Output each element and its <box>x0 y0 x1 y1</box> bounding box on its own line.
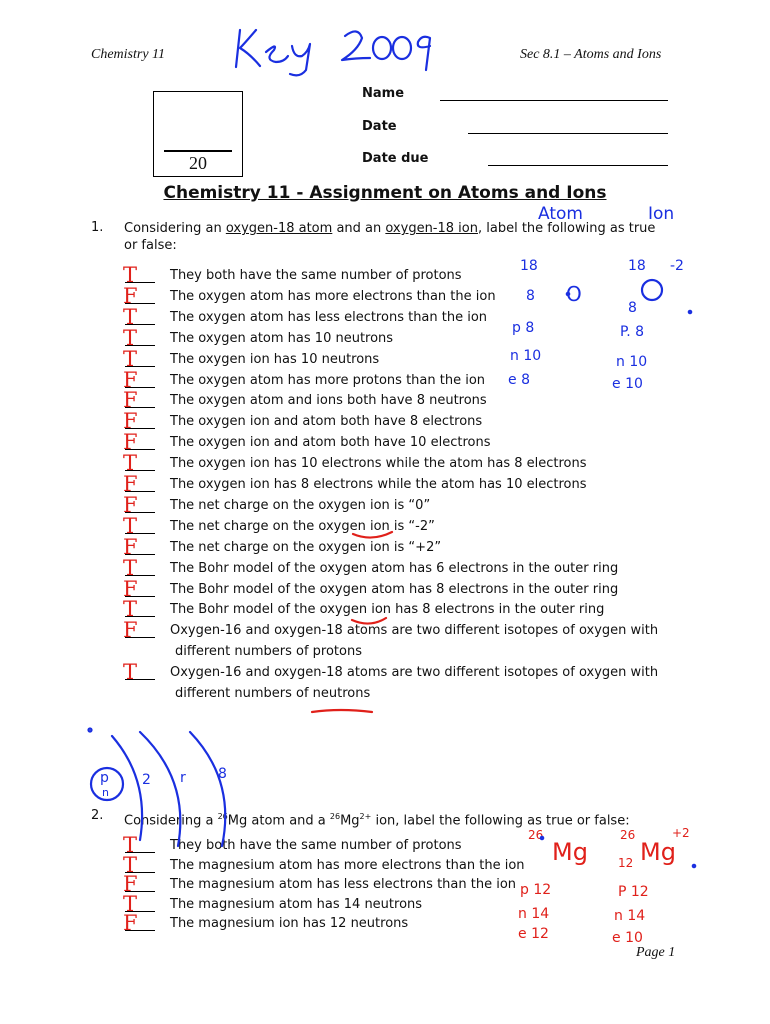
q1-handwritten-answer: T <box>123 513 138 538</box>
score-box <box>153 91 243 177</box>
note-atom-mass: 18 <box>520 258 538 274</box>
bohr-ring2-label: r <box>180 770 186 786</box>
note-ion-charge: -2 <box>670 258 684 274</box>
score-total: 20 <box>189 153 207 173</box>
note-mg-atom-symbol: Mg <box>552 838 588 866</box>
q1-handwritten-answer: F <box>123 388 138 413</box>
note-atom-head: Atom <box>538 204 583 224</box>
q2-prompt: Considering a $^{26}$Mg atom and a $^{26}Mg^{2+}$ ion, label the following as true or false: <box>124 812 630 829</box>
neutrons-underline <box>312 710 372 712</box>
note-mg-atom-protons: p 12 <box>520 882 552 898</box>
q1-item <box>123 513 705 539</box>
q1-handwritten-answer: T <box>123 660 138 685</box>
q2-item-text: They both have the same number of protons <box>170 838 462 853</box>
q2-item-text: The magnesium atom has 14 neutrons <box>170 896 423 912</box>
q1-number: 1. <box>91 220 104 235</box>
date-due-label: Date due <box>362 151 429 166</box>
q1-item-text: The Bohr model of the oxygen ion has 8 electrons in the outer ring <box>170 602 605 618</box>
name-label: Name <box>362 86 405 101</box>
note-mg-atomic-number: 12 <box>618 856 634 870</box>
q1-item-text: The oxygen ion has 10 electrons while the atom has 8 electrons <box>170 456 587 472</box>
note-mg-ion-protons: P 12 <box>618 884 649 900</box>
q1-item-text: The oxygen ion and atom both have 10 electrons <box>170 435 491 451</box>
note-atom-neutrons: n 10 <box>510 348 542 364</box>
q1-item <box>123 576 705 602</box>
handwritten-key-title <box>230 22 445 86</box>
q1-handwritten-answer: F <box>123 367 138 392</box>
q1-item-text: The oxygen atom has more protons than the ion <box>170 372 486 388</box>
date-field[interactable] <box>468 133 668 134</box>
note-ion-8: 8 <box>628 300 637 316</box>
note-mg-atom-mass: 26 <box>528 828 544 842</box>
note-mg-atom-neutrons: n 14 <box>518 906 550 922</box>
q1-item <box>123 597 705 622</box>
bohr-ring3-label: 8 <box>218 766 227 782</box>
course-header: Chemistry 11 <box>91 47 166 62</box>
q2-handwritten-answer: F <box>123 911 138 936</box>
q1-item <box>123 472 705 497</box>
q1-item <box>123 618 705 660</box>
q1-item-text: The net charge on the oxygen ion is “+2” <box>170 539 442 555</box>
q1-item <box>123 283 705 309</box>
q2-item-text: The magnesium ion has 12 neutrons <box>170 916 409 932</box>
q2-number: 2. <box>91 808 104 823</box>
q1-handwritten-answer: F <box>123 409 138 434</box>
handwritten-key-strokes <box>236 30 430 75</box>
q1-handwritten-answer: T <box>123 555 138 580</box>
q1-item <box>123 388 705 413</box>
q2-handwritten-answer: T <box>123 891 138 916</box>
note-ion-mass: 18 <box>628 258 646 274</box>
name-field[interactable] <box>440 100 668 101</box>
q2-item-text: The magnesium atom has less electrons than the ion <box>170 877 517 893</box>
q1-item <box>123 660 705 702</box>
section-header: Sec 8.1 – Atoms and Ions <box>520 47 662 62</box>
note-mg-ion-mass: 26 <box>620 828 636 842</box>
bohr-neutron-label: n <box>102 786 109 799</box>
note-atom-8: 8 <box>526 288 535 304</box>
q1-item <box>123 430 705 455</box>
q1-item-text: The Bohr model of the oxygen atom has 6 electrons in the outer ring <box>170 560 619 576</box>
q1-item <box>123 409 705 434</box>
date-label: Date <box>362 119 397 134</box>
note-mg-ion-charge: +2 <box>672 826 690 840</box>
q1-item-text-continued: different numbers of neutrons <box>175 686 371 702</box>
q1-item-text: The oxygen atom and ions both have 8 neutrons <box>170 393 487 409</box>
q2-handwritten-answer: F <box>123 872 138 897</box>
q1-handwritten-answer: T <box>123 346 138 371</box>
note-ion-neutrons: n 10 <box>616 354 648 370</box>
q1-handwritten-answer: F <box>123 576 138 601</box>
note-atom-symbol: O <box>566 282 582 306</box>
q1-item <box>123 492 705 518</box>
q1-item-text: Oxygen-16 and oxygen-18 atoms are two different isotopes of oxygen with <box>170 665 659 681</box>
q1-item <box>123 304 705 330</box>
q1-handwritten-answer: F <box>123 430 138 455</box>
q1-item-text-continued: different numbers of protons <box>175 644 362 660</box>
note-mg-ion-symbol: Mg <box>640 838 676 866</box>
q1-item-text: The net charge on the oxygen ion is “-2” <box>170 518 435 534</box>
q1-item-text: Oxygen-16 and oxygen-18 atoms are two different isotopes of oxygen with <box>170 623 659 639</box>
note-ion-protons: P. 8 <box>620 324 645 340</box>
note-mg-atom-electrons: e 12 <box>518 926 549 942</box>
note-mg-ion-neutrons: n 14 <box>614 908 646 924</box>
q2-handwritten-answer: T <box>123 833 138 857</box>
q1-item-text: The net charge on the oxygen ion is “0” <box>170 497 431 513</box>
q1-handwritten-answer: F <box>123 534 138 559</box>
q1-item-text: The oxygen ion and atom both have 8 electrons <box>170 414 483 430</box>
q1-item <box>123 534 705 560</box>
q1-item-text: The oxygen atom has more electrons than the ion <box>170 288 496 304</box>
q1-handwritten-answer: F <box>123 472 138 496</box>
q1-handwritten-answer: F <box>123 283 138 308</box>
q1-item-text: The oxygen atom has less electrons than the ion <box>170 309 488 325</box>
q1-handwritten-answer: T <box>123 451 138 476</box>
assignment-title: Chemistry 11 - Assignment on Atoms and Ions <box>163 183 607 203</box>
q1-handwritten-answer: F <box>123 618 138 643</box>
q1-item <box>123 555 705 581</box>
note-ion-electrons: e 10 <box>612 376 643 392</box>
q1-item <box>123 451 705 476</box>
q1-handwritten-answer: T <box>123 304 138 329</box>
note-atom-protons: p 8 <box>512 320 535 336</box>
bohr-ring1-label: 2 <box>142 772 151 788</box>
q1-item-text: The oxygen ion has 8 electrons while the atom has 10 electrons <box>170 477 587 492</box>
q1-item-text: The Bohr model of the oxygen atom has 8 electrons in the outer ring <box>170 581 619 597</box>
date-due-field[interactable] <box>488 165 668 166</box>
q1-item-text: The oxygen ion has 10 neutrons <box>170 351 380 367</box>
note-mg-ion-electrons: e 10 <box>612 930 643 946</box>
q1-handwritten-answer: T <box>123 597 138 622</box>
q1-item-text: The oxygen atom has 10 neutrons <box>170 330 394 346</box>
q2-item-text: The magnesium atom has more electrons than the ion <box>170 857 525 873</box>
q1-handwritten-answer: T <box>123 263 138 287</box>
q1-item-text: They both have the same number of protons <box>170 268 462 283</box>
bohr-proton-label: p <box>100 770 109 786</box>
score-line <box>164 150 232 152</box>
q1-prompt: Considering an oxygen-18 atom and an oxygen-18 ion, label the following as true or false: <box>124 221 656 253</box>
note-ion-head: Ion <box>648 204 675 224</box>
note-atom-electrons: e 8 <box>508 372 530 388</box>
q2-handwritten-answer: T <box>123 852 138 877</box>
q1-handwritten-answer: F <box>123 492 138 517</box>
q1-handwritten-answer: T <box>123 325 138 350</box>
page-number: Page 1 <box>636 945 676 960</box>
